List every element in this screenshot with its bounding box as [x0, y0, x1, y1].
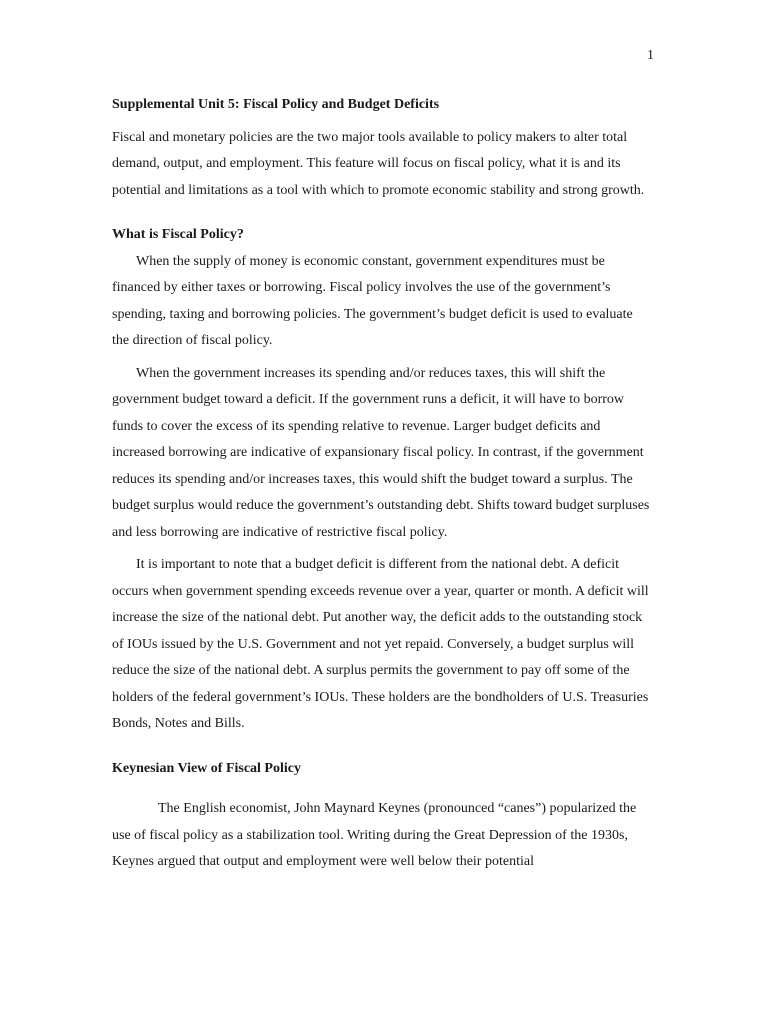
document-title: Supplemental Unit 5: Fiscal Policy and Budget Deficits	[112, 97, 440, 112]
paragraph: When the supply of money is economic constant, government expenditures must be financed by either taxes or borrowing. Fiscal policy involves the use of the government’s spending, taxing and borrowing policies. The government’s budget deficit is used to evaluate the direction of fiscal policy.	[112, 253, 633, 348]
paragraph: It is important to note that a budget deficit is different from the national debt. A deficit occurs when government spending exceeds revenue over a year, quarter or month. A deficit will increase the size of the national debt. Put another way, the deficit adds to the outstanding stock of IOUs issued by the U.S. Government and not yet repaid. Conversely, a budget surplus will reduce the size of the national debt. A surplus permits the government to pay off some of the holders of the federal government’s IOUs. These holders are the bondholders of U.S. Treasuries Bonds, Notes and Bills.	[112, 557, 649, 731]
document-body	[112, 92, 652, 876]
paragraph: When the government increases its spending and/or reduces taxes, this will shift the government budget toward a deficit. If the government runs a deficit, it will have to borrow funds to cover the excess of its spending relative to revenue. Larger budget deficits and increased borrowing are indicative of expansionary fiscal policy. In contrast, if the government reduces its spending and/or increases taxes, this would shift the budget toward a surplus. The budget surplus would reduce the government’s outstanding debt. Shifts toward budget surpluses and less borrowing are indicative of restrictive fiscal policy.	[112, 365, 650, 540]
page-number: 1	[647, 48, 654, 63]
intro-paragraph: Fiscal and monetary policies are the two major tools available to policy makers to alter total demand, output, and employment. This feature will focus on fiscal policy, what it is and its potential and limitations as a tool with which to promote economic stability and strong growth.	[112, 129, 645, 198]
paragraph: The English economist, John Maynard Keynes (pronounced “canes”) popularized the use of fiscal policy as a stabilization tool. Writing during the Great Depression of the 1930s, Keynes argued that output and employment were well below their potential	[112, 801, 637, 869]
section-heading-keynesian-view: Keynesian View of Fiscal Policy	[112, 760, 301, 776]
section-heading-what-is-fiscal-policy: What is Fiscal Policy?	[112, 227, 244, 242]
